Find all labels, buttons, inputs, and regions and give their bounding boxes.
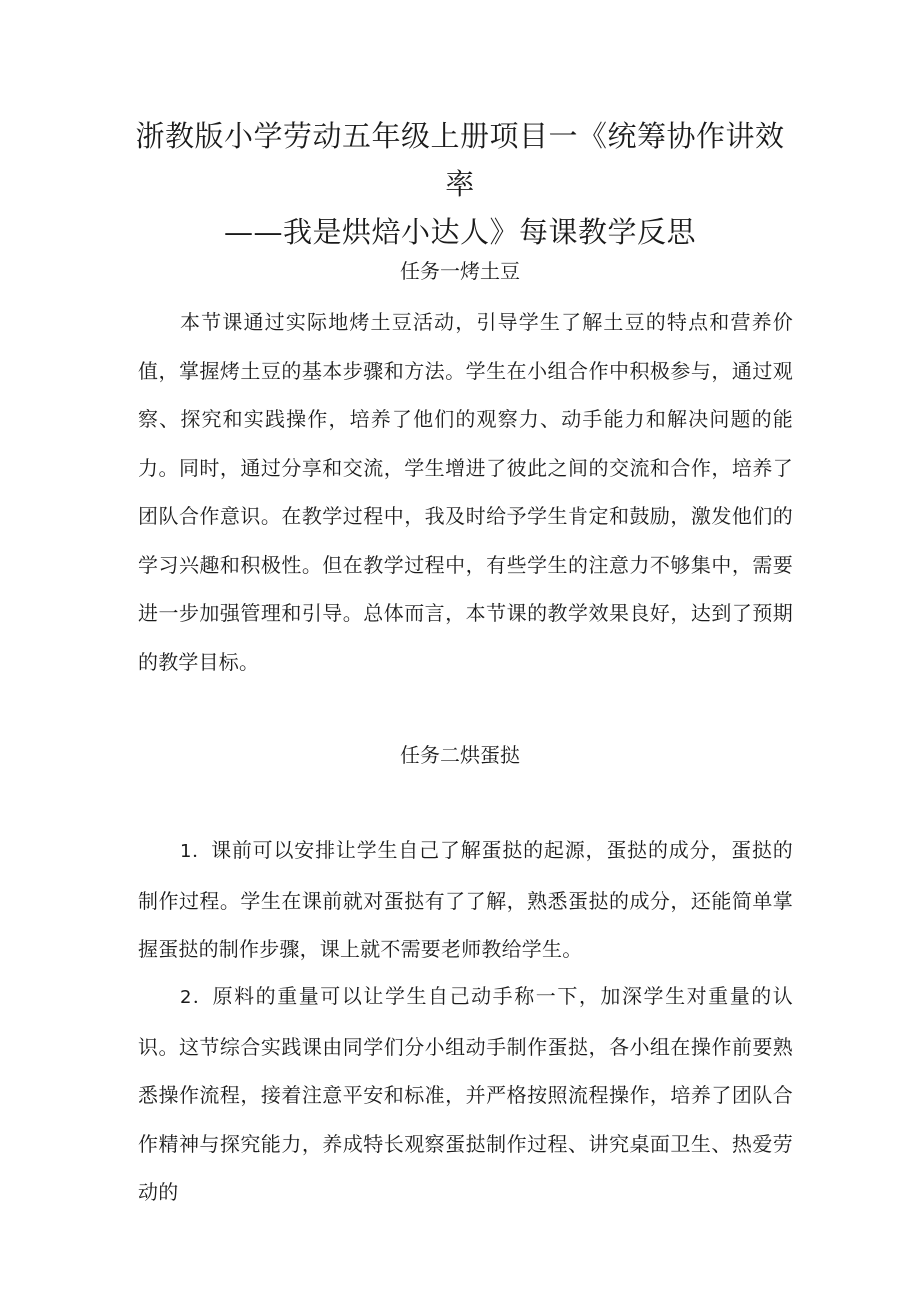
- task2-heading: 任务二烘蛋挞: [400, 743, 520, 767]
- task2-item-2-text: 原料的重量可以让学生自己动手称一下，加深学生对重量的认识。这节综合实践课由同学们分小组动手制作蛋挞，各小组在操作前要熟悉操作流程，接着注意平安和标准，并严格按照流程操作，培养了团队合作精神与探究能力，养成特长观察蛋挞制作过程、讲究桌面卫生、热爱劳动的: [138, 984, 794, 1204]
- document-title: [130, 112, 790, 256]
- task2-item-1-number: 1．: [180, 841, 212, 862]
- task1-heading: 任务一烤土豆: [400, 259, 520, 283]
- document-title-line-1: 浙教版小学劳动五年级上册项目一《统筹协作讲效率: [135, 119, 785, 201]
- task1-paragraph: 本节课通过实际地烤土豆活动，引导学生了解土豆的特点和营养价值，掌握烤土豆的基本步骤和方法。学生在小组合作中积极参与，通过观察、探究和实践操作，培养了他们的观察力、动手能力和解决问题的能力。同时，通过分享和交流，学生增进了彼此之间的交流和合作，培养了团队合作意识。在教学过程中，我及时给予学生肯定和鼓励，激发他们的学习兴趣和积极性。但在教学过程中，有些学生的注意力不够集中，需要进一步加强管理和引导。总体而言，本节课的教学效果良好，达到了预期的教学目标。: [138, 310, 793, 674]
- document-title-line-2: ——我是烘焙小达人》每课教学反思: [223, 215, 696, 249]
- task2-item-2-number: 2．: [180, 987, 213, 1008]
- task2-item-1: [138, 826, 793, 974]
- task2-item-2: [138, 972, 793, 1217]
- task2-item-1-text: 课前可以安排让学生自己了解蛋挞的起源，蛋挞的成分，蛋挞的制作过程。学生在课前就对蛋挞有了了解，熟悉蛋挞的成分，还能简单掌握蛋挞的制作步骤，课上就不需要老师教给学生。: [138, 838, 793, 961]
